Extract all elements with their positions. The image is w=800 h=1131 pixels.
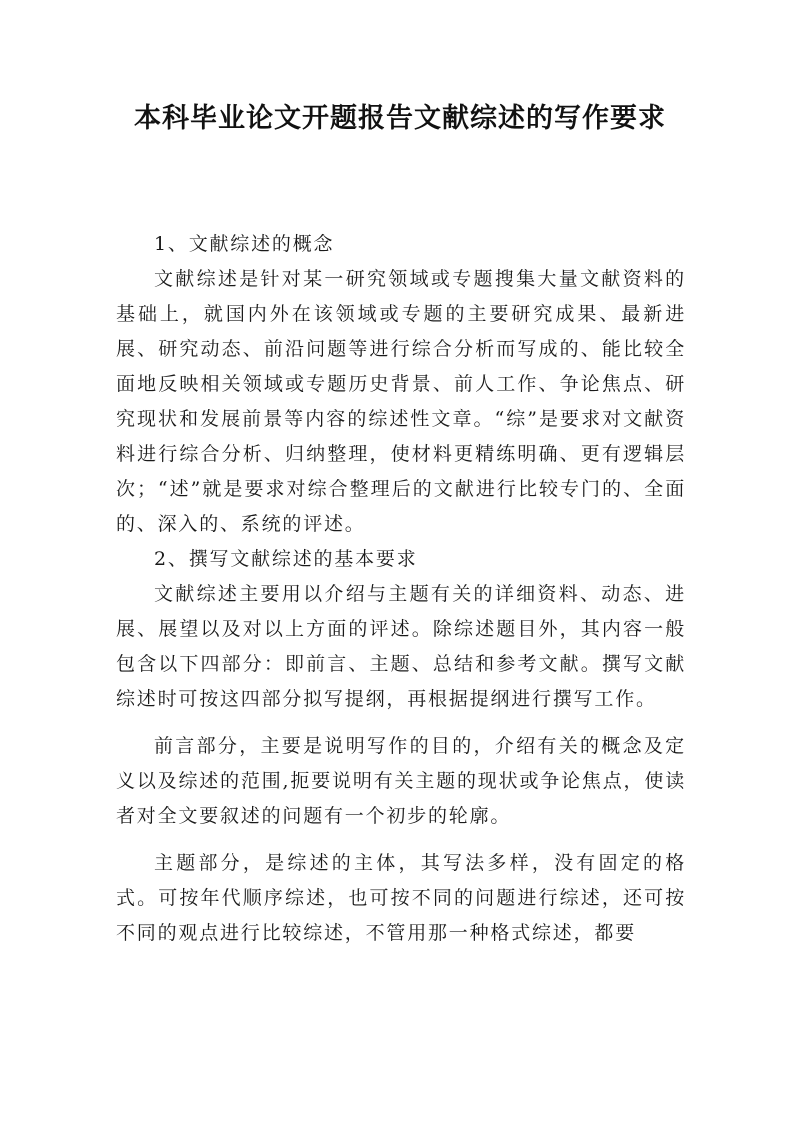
- paragraph-main-topic-part: 主题部分，是综述的主体，其写法多样，没有固定的格式。可按年代顺序综述，也可按不同的问题进行综述，还可按不同的观点进行比较综述，不管用那一种格式综述，都要: [116, 852, 686, 944]
- paragraph-concept-definition: 文献综述是针对某一研究领域或专题搜集大量文献资料的基础上，就国内外在该领域或专题的主要研究成果、最新进展、研究动态、前沿问题等进行综合分析而写成的、能比较全面地反映相关领域或专题历史背景、前人工作、争论焦点、研究现状和发展前景等内容的综述性文章。“综”是要求对文献资料进行综合分析、归纳整理，使材料更精练明确、更有逻辑层次；“述”就是要求对综合整理后的文献进行比较专门的、全面的、深入的、系统的评述。: [116, 268, 686, 535]
- paragraph-preface-part: 前言部分，主要是说明写作的目的，介绍有关的概念及定义以及综述的范围,扼要说明有关主题的现状或争论焦点，使读者对全文要叙述的问题有一个初步的轮廓。: [116, 735, 686, 827]
- document-body: [116, 227, 686, 951]
- document-title: 本科毕业论文开题报告文献综述的写作要求: [134, 103, 666, 134]
- section-heading-concept: 1、文献综述的概念: [154, 233, 335, 255]
- section-heading-requirements: 2、撰写文献综述的基本要求: [154, 548, 418, 570]
- paragraph-requirements-overview: 文献综述主要用以介绍与主题有关的详细资料、动态、进展、展望以及对以上方面的评述。除综述题目外，其内容一般包含以下四部分：即前言、主题、总结和参考文献。撰写文献综述时可按这四部分拟写提纲，再根据提纲进行撰写工作。: [116, 583, 686, 710]
